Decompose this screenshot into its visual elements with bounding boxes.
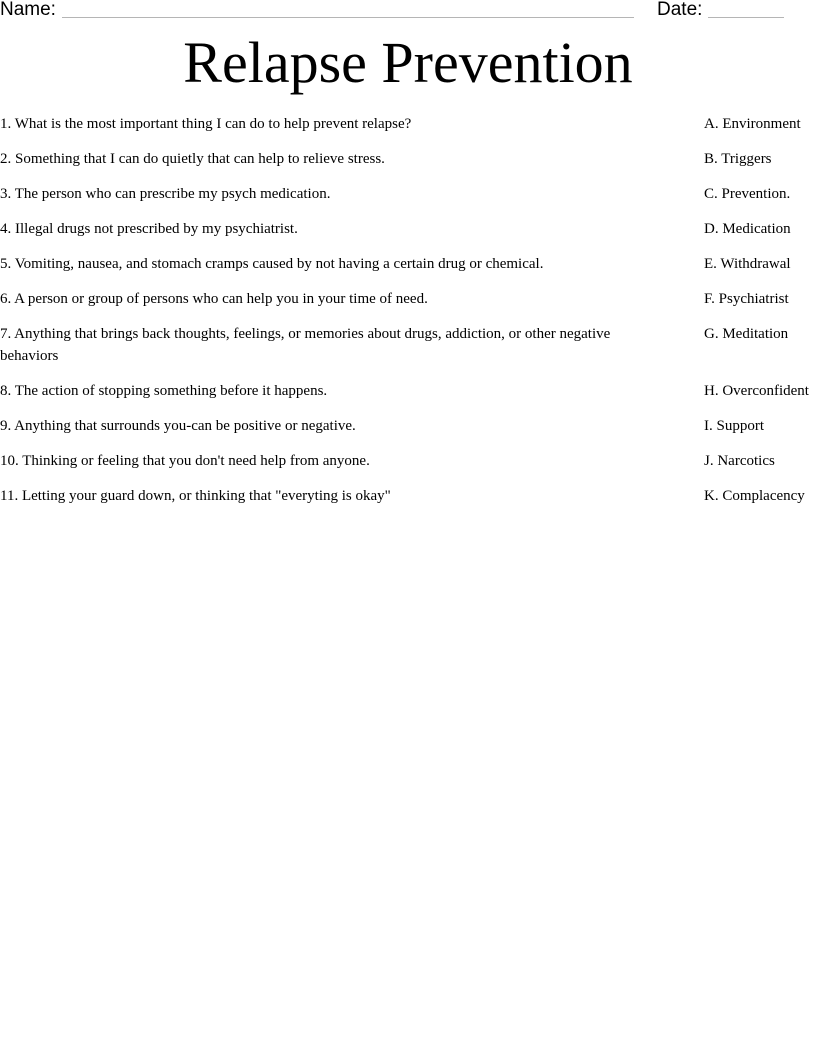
question-10: 10. Thinking or feeling that you don't need help from anyone. xyxy=(0,453,370,469)
answer-f: F. Psychiatrist xyxy=(704,291,789,307)
question-4: 4. Illegal drugs not prescribed by my psychiatrist. xyxy=(0,221,298,237)
question-2: 2. Something that I can do quietly that can help to relieve stress. xyxy=(0,151,385,167)
matching-list xyxy=(0,113,816,520)
matching-row xyxy=(0,288,816,310)
page-title: Relapse Prevention xyxy=(183,30,633,95)
matching-row xyxy=(0,323,816,367)
question-1: 1. What is the most important thing I can do to help prevent relapse? xyxy=(0,116,412,132)
date-blank-line[interactable] xyxy=(708,17,784,18)
question-6: 6. A person or group of persons who can help you in your time of need. xyxy=(0,291,428,307)
question-5: 5. Vomiting, nausea, and stomach cramps caused by not having a certain drug or chemical. xyxy=(0,256,544,272)
answer-a: A. Environment xyxy=(704,116,801,132)
answer-h: H. Overconfident xyxy=(704,383,809,399)
question-3: 3. The person who can prescribe my psych medication. xyxy=(0,186,331,202)
matching-row xyxy=(0,415,816,437)
answer-d: D. Medication xyxy=(704,221,791,237)
answer-j: J. Narcotics xyxy=(704,453,775,469)
question-11: 11. Letting your guard down, or thinking that "everyting is okay" xyxy=(0,488,391,504)
answer-k: K. Complacency xyxy=(704,488,805,504)
name-label: Name: xyxy=(0,0,56,20)
matching-row xyxy=(0,218,816,240)
matching-row xyxy=(0,380,816,402)
answer-g: G. Meditation xyxy=(704,326,789,342)
matching-row xyxy=(0,485,816,507)
matching-row xyxy=(0,148,816,170)
answer-c: C. Prevention. xyxy=(704,186,791,202)
answer-b: B. Triggers xyxy=(704,151,772,167)
matching-row xyxy=(0,183,816,205)
date-label: Date: xyxy=(657,0,703,20)
name-blank-line[interactable] xyxy=(62,17,634,18)
question-7: 7. Anything that brings back thoughts, feelings, or memories about drugs, addiction, or other negative behaviors xyxy=(0,326,611,364)
question-8: 8. The action of stopping something before it happens. xyxy=(0,383,328,399)
matching-row xyxy=(0,253,816,275)
question-9: 9. Anything that surrounds you-can be positive or negative. xyxy=(0,418,356,434)
header-row xyxy=(0,0,816,24)
matching-row xyxy=(0,450,816,472)
answer-e: E. Withdrawal xyxy=(704,256,791,272)
matching-row xyxy=(0,113,816,135)
answer-i: I. Support xyxy=(704,418,764,434)
